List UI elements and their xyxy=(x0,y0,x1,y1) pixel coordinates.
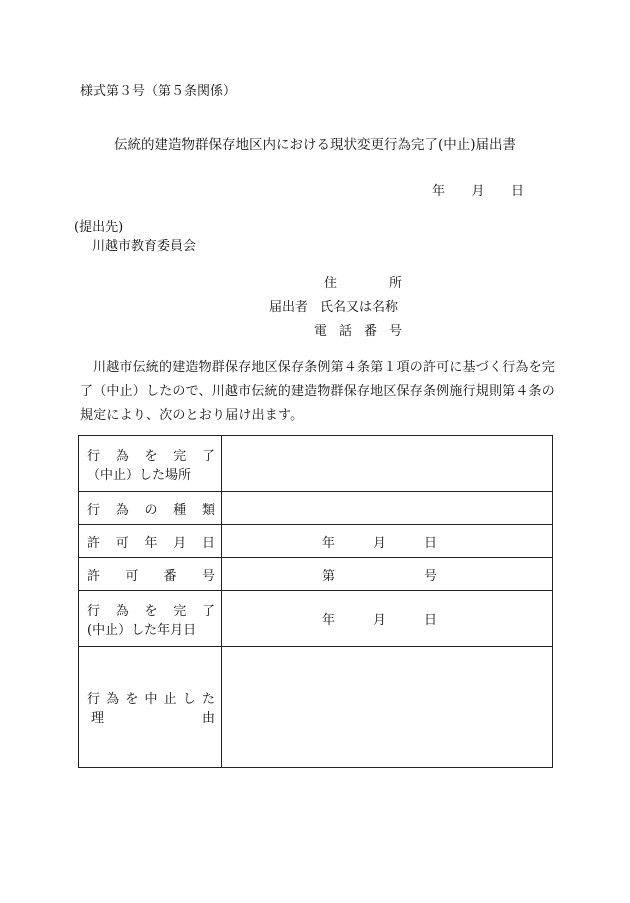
year-label: 年 xyxy=(322,535,336,551)
completion-date-label xyxy=(79,591,222,647)
label-char: 年 xyxy=(144,535,158,551)
permit-date-label xyxy=(79,525,222,558)
phone-char: 話 xyxy=(338,324,352,339)
label-char: を xyxy=(144,448,158,464)
phone-char: 電 xyxy=(314,324,328,339)
phone-char: 番 xyxy=(363,324,377,339)
body-text: 川越市伝統的建造物群保存地区保存条例第４条第１項の許可に基づく行為を完了（中止）したので、川越市伝統的建造物群保存地区保存条例施行規則第４条の規定により、次のとおり届け出ます。 xyxy=(80,360,556,423)
day-label: 日 xyxy=(423,613,437,628)
label-char: 番 xyxy=(163,568,177,584)
label-char: 可 xyxy=(115,535,129,551)
place-label xyxy=(79,436,222,492)
permit-date-field[interactable] xyxy=(222,525,553,558)
document-title: 伝統的建造物群保存地区内における現状変更行為完了(中止)届出書 xyxy=(113,137,517,153)
type-field[interactable] xyxy=(222,492,553,525)
day-label: 日 xyxy=(510,184,524,199)
label-char: 可 xyxy=(125,568,139,584)
label-char: 完 xyxy=(173,603,187,619)
month-label: 月 xyxy=(471,184,485,199)
form-number: 様式第３号（第５条関係） xyxy=(80,84,237,99)
number-suffix: 号 xyxy=(423,568,437,584)
notification-table xyxy=(78,435,553,768)
phone-label xyxy=(314,320,402,339)
permit-number-field[interactable] xyxy=(222,558,553,591)
label-char: を xyxy=(125,692,139,707)
label-char: 中 xyxy=(144,692,158,707)
type-label xyxy=(79,492,222,525)
table-row xyxy=(79,436,553,492)
label-char: 為 xyxy=(115,448,129,464)
label-char: た xyxy=(201,692,215,707)
completion-date-label-line2: (中止）した年月日 xyxy=(87,622,197,638)
address-label xyxy=(324,272,402,291)
table-row xyxy=(79,525,553,558)
permit-number-label xyxy=(79,558,222,591)
label-char: 号 xyxy=(201,568,215,584)
label-char: 日 xyxy=(201,535,215,551)
label-char: 為 xyxy=(106,692,120,707)
label-char: 理 xyxy=(91,711,105,726)
label-char: 行 xyxy=(87,692,101,707)
label-char: 許 xyxy=(87,535,101,551)
address-char: 所 xyxy=(388,276,402,291)
label-char: 由 xyxy=(201,711,215,726)
table-row xyxy=(79,591,553,647)
label-char: 為 xyxy=(115,502,129,518)
label-char: の xyxy=(144,502,158,518)
label-char: 月 xyxy=(173,535,187,551)
label-char: 行 xyxy=(87,448,101,464)
label-char: し xyxy=(182,692,196,707)
label-char: 種 xyxy=(173,502,187,518)
month-label: 月 xyxy=(372,535,386,551)
submit-to-name: 川越市教育委員会 xyxy=(92,239,197,254)
label-char: 類 xyxy=(201,502,215,518)
address-char: 住 xyxy=(324,276,338,291)
month-label: 月 xyxy=(372,613,386,628)
day-label: 日 xyxy=(423,535,437,551)
completion-date-field[interactable] xyxy=(222,591,553,647)
label-char: を xyxy=(144,603,158,619)
label-char: 完 xyxy=(173,448,187,464)
label-char: 了 xyxy=(201,448,215,464)
table-row xyxy=(79,558,553,591)
submission-date xyxy=(432,180,524,199)
table-row xyxy=(79,647,553,768)
place-label-line2: （中止）した場所 xyxy=(87,467,192,483)
label-char: 行 xyxy=(87,603,101,619)
label-char: 為 xyxy=(115,603,129,619)
label-char: 止 xyxy=(163,692,177,707)
number-prefix: 第 xyxy=(322,568,336,584)
label-char: 了 xyxy=(201,603,215,619)
name-label: 氏名又は名称 xyxy=(320,300,399,315)
submit-to-label: (提出先) xyxy=(74,220,124,235)
label-char: 行 xyxy=(87,502,101,518)
label-char: 許 xyxy=(87,568,101,584)
reason-label xyxy=(79,647,222,768)
reason-field[interactable] xyxy=(222,647,553,768)
place-field[interactable] xyxy=(222,436,553,492)
table-row xyxy=(79,492,553,525)
year-label: 年 xyxy=(322,613,336,628)
notifier-label: 届出者 xyxy=(269,300,309,315)
year-label: 年 xyxy=(432,184,446,199)
phone-char: 号 xyxy=(388,324,402,339)
